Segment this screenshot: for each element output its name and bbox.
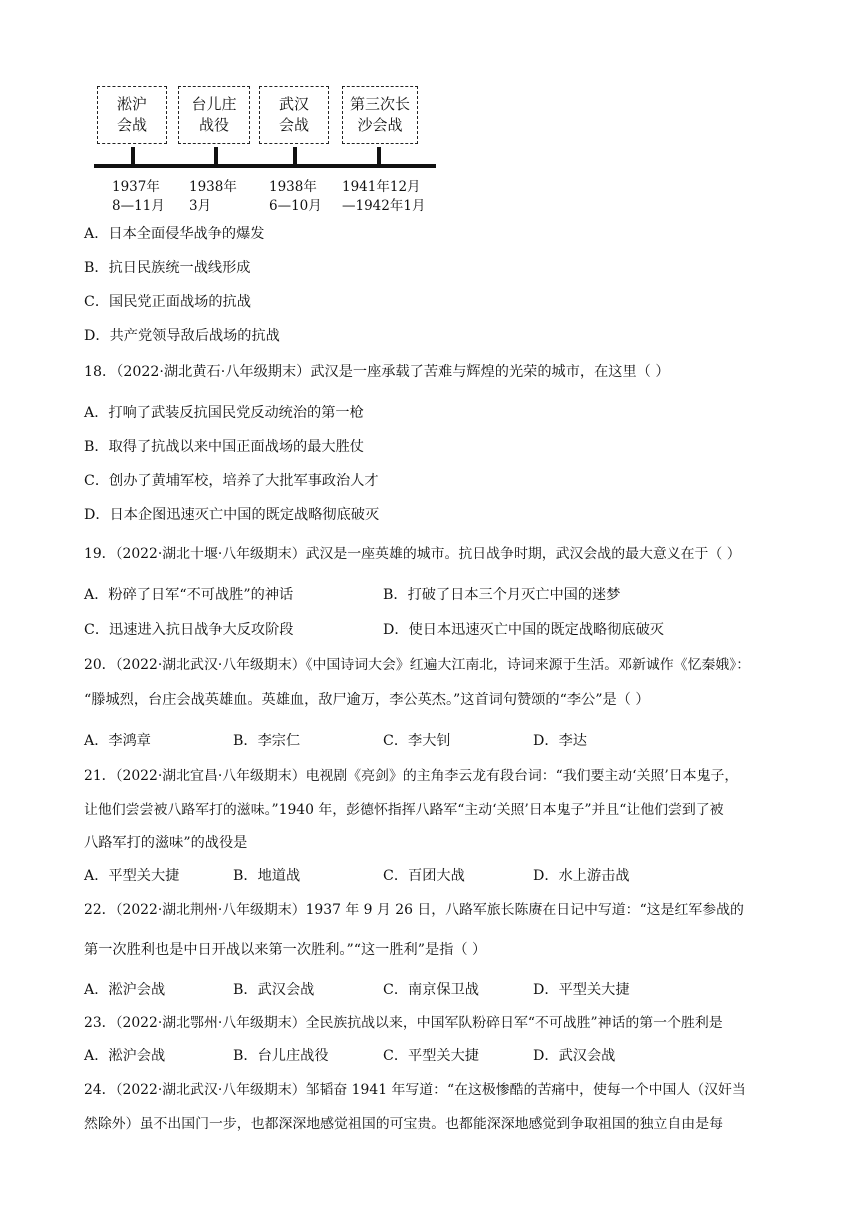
answer-option[interactable]: B．李宗仁 <box>233 733 301 749</box>
question-stem: 让他们尝尝被八路军打的滋味。”1940 年，彭德怀指挥八路军“主动‘关照’日本鬼子”并且“让他们尝到了被 <box>84 802 724 818</box>
answer-option[interactable]: A．淞沪会战 <box>84 1048 166 1064</box>
timeline-event-box <box>342 86 418 144</box>
answer-option[interactable]: C．南京保卫战 <box>383 982 479 998</box>
answer-option[interactable]: C．百团大战 <box>383 868 465 884</box>
event-label: 沙会战 <box>357 116 403 134</box>
answer-option[interactable]: A．粉碎了日军“不可战胜”的神话 <box>84 587 294 603</box>
timeline-date: 1938年 6—10月 <box>269 179 322 214</box>
battle-timeline-figure <box>94 86 444 216</box>
event-label: 武汉 <box>278 95 309 113</box>
timeline-tick <box>293 147 297 166</box>
timeline-event-box <box>97 86 167 144</box>
answer-option[interactable]: B．抗日民族统一战线形成 <box>84 260 251 276</box>
answer-option[interactable]: D．使日本迅速灭亡中国的既定战略彻底破灭 <box>383 622 664 638</box>
answer-option[interactable]: D．共产党领导敌后战场的抗战 <box>84 328 280 344</box>
answer-option[interactable]: D．武汉会战 <box>533 1048 616 1064</box>
answer-option[interactable]: C．迅速进入抗日战争大反攻阶段 <box>84 622 294 638</box>
answer-option[interactable]: D．日本企图迅速灭亡中国的既定战略彻底破灭 <box>84 507 380 523</box>
answer-option[interactable]: D．李达 <box>533 733 587 749</box>
timeline-event-box <box>178 86 250 144</box>
answer-option[interactable]: A．李鸿章 <box>84 733 151 749</box>
answer-option[interactable]: D．水上游击战 <box>533 868 630 884</box>
event-label: 战役 <box>198 116 229 134</box>
timeline-date: 1937年 8—11月 <box>112 179 165 214</box>
question-stem: 第一次胜利也是中日开战以来第一次胜利。”“这一胜利”是指（ ） <box>84 942 487 958</box>
answer-option[interactable]: C．李大钊 <box>383 733 451 749</box>
question-stem: “滕城烈，台庄会战英雄血。英雄血，敌尸逾万，李公英杰。”这首词句赞颂的“李公”是（ ） <box>84 692 650 708</box>
answer-option[interactable]: B．台儿庄战役 <box>233 1048 329 1064</box>
timeline-axis <box>94 164 436 168</box>
answer-option[interactable]: C．国民党正面战场的抗战 <box>84 294 251 310</box>
answer-option[interactable]: B．武汉会战 <box>233 982 315 998</box>
question-stem: 24．（2022·湖北武汉·八年级期末）邹韬奋 1941 年写道：“在这极惨酷的苦痛中，使每一个中国人（汉奸当 <box>84 1082 746 1098</box>
question-stem: 20．（2022·湖北武汉·八年级期末）《中国诗词大会》红遍大江南北，诗词来源于生活。邓新诚作《忆秦娥》： <box>84 657 751 673</box>
event-label: 会战 <box>116 116 147 134</box>
timeline-tick <box>214 147 218 166</box>
answer-option[interactable]: A．打响了武装反抗国民党反动统治的第一枪 <box>84 405 364 421</box>
answer-option[interactable]: B．取得了抗战以来中国正面战场的最大胜仗 <box>84 439 364 455</box>
question-stem: 八路军打的滋味”的战役是 <box>84 835 248 851</box>
answer-option[interactable]: A．淞沪会战 <box>84 982 166 998</box>
answer-option[interactable]: A．平型关大捷 <box>84 868 180 884</box>
answer-option[interactable]: A．日本全面侵华战争的爆发 <box>84 226 265 242</box>
question-stem: 19．（2022·湖北十堰·八年级期末）武汉是一座英雄的城市。抗日战争时期，武汉会战的最大意义在于（ ） <box>84 546 741 562</box>
answer-option[interactable]: B．打破了日本三个月灭亡中国的迷梦 <box>383 587 621 603</box>
answer-option[interactable]: C．创办了黄埔军校，培养了大批军事政治人才 <box>84 473 379 489</box>
answer-option[interactable]: D．平型关大捷 <box>533 982 630 998</box>
question-stem: 22．（2022·湖北荆州·八年级期末）1937 年 9 月 26 日，八路军旅长陈赓在日记中写道：“这是红军参战的 <box>84 902 744 918</box>
question-stem: 23．（2022·湖北鄂州·八年级期末）全民族抗战以来，中国军队粉碎日军“不可战胜”神话的第一个胜利是 <box>84 1015 723 1031</box>
timeline-date: 1941年12月 —1942年1月 <box>342 179 426 214</box>
timeline-tick <box>377 147 381 166</box>
timeline-event-box <box>259 86 329 144</box>
question-stem: 18．（2022·湖北黄石·八年级期末）武汉是一座承载了苦难与辉煌的光荣的城市，在这里（ ） <box>84 364 670 380</box>
event-label: 会战 <box>278 116 309 134</box>
timeline-tick <box>131 147 135 166</box>
question-stem: 然除外）虽不出国门一步，也都深深地感觉祖国的可宝贵。也都能深深地感觉到争取祖国的独立自由是每 <box>84 1116 723 1132</box>
answer-option[interactable]: B．地道战 <box>233 868 301 884</box>
event-label: 淞沪 <box>116 95 147 113</box>
answer-option[interactable]: C．平型关大捷 <box>383 1048 479 1064</box>
event-label: 台儿庄 <box>191 95 237 113</box>
question-stem: 21．（2022·湖北宜昌·八年级期末）电视剧《亮剑》的主角李云龙有段台词：“我们要主动‘关照’日本鬼子， <box>84 768 739 784</box>
event-label: 第三次长 <box>349 95 410 113</box>
timeline-date: 1938年 3月 <box>189 179 237 214</box>
